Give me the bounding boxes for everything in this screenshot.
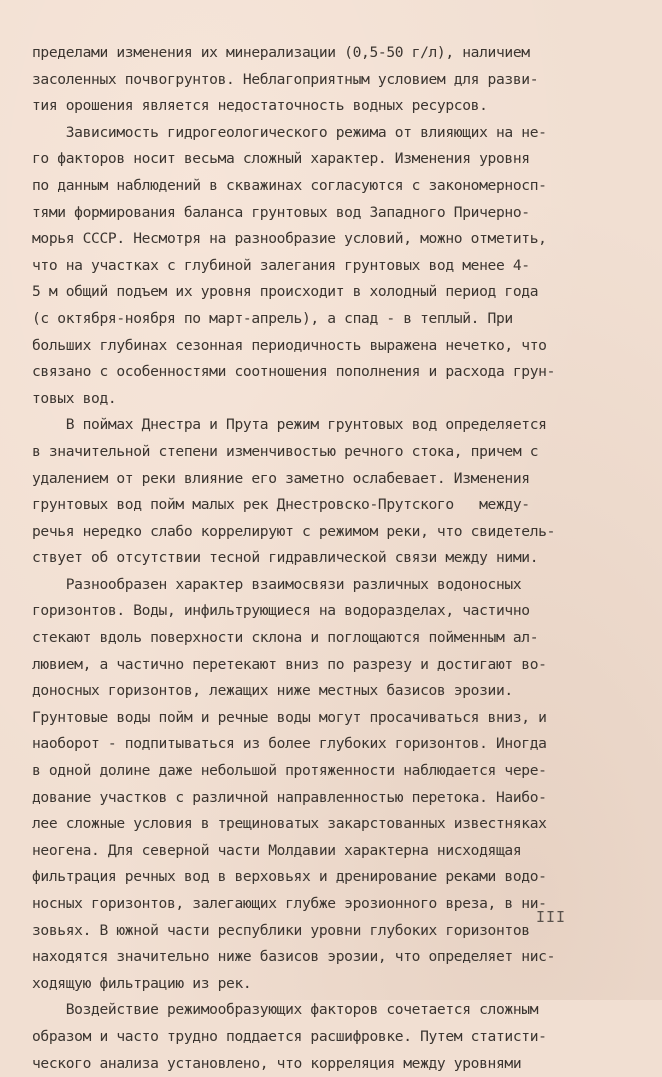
- text-line: Грунтовые воды пойм и речные воды могут просачиваться вниз, и: [32, 708, 547, 726]
- text-line: наоборот - подпитываться из более глубоких горизонтов. Иногда: [32, 735, 547, 753]
- text-line: горизонтов. Воды, инфильтрующиеся на водоразделах, частично: [32, 602, 530, 620]
- text-line: го факторов носит весьма сложный характер. Изменения уровня: [32, 150, 530, 168]
- text-line: речья нередко слабо коррелируют с режимом реки, что свидетель-: [32, 522, 556, 540]
- text-line: неогена. Для северной части Молдавии характерна нисходящая: [32, 841, 522, 859]
- text-line: лювием, а частично перетекают вниз по разрезу и достигают во-: [32, 655, 547, 673]
- text-line: удалением от реки влияние его заметно ослабевает. Изменения: [32, 469, 530, 487]
- text-line: засоленных почвогрунтов. Неблагоприятным условием для разви-: [32, 70, 539, 88]
- text-line: (с октября-ноября по март-апрель), а спад - в теплый. При: [32, 309, 513, 327]
- text-line: находятся значительно ниже базисов эрозии, что определяет нис-: [32, 948, 556, 966]
- text-line: пределами изменения их минерализации (0,5-50 г/л), наличием: [32, 44, 530, 61]
- text-line: в одной долине даже небольшой протяженности наблюдается чере-: [32, 762, 547, 780]
- text-line: фильтрация речных вод в верховьях и дренирование реками водо-: [32, 868, 547, 886]
- text-line: ходящую фильтрацию из рек.: [32, 974, 252, 992]
- text-line: морья СССР. Несмотря на разнообразие условий, можно отметить,: [32, 230, 547, 248]
- text-line: грунтовых вод пойм малых рек Днестровско-Прутского между-: [32, 496, 530, 514]
- text-line: Зависимость гидрогеологического режима от влияющих на не-: [32, 123, 547, 141]
- text-line: стекают вдоль поверхности склона и поглощаются пойменным ал-: [32, 629, 539, 647]
- text-line: связано с особенностями соотношения пополнения и расхода грун-: [32, 363, 556, 381]
- text-line: доносных горизонтов, лежащих ниже местных базисов эрозии.: [32, 682, 513, 700]
- text-line: образом и часто трудно поддается расшифровке. Путем статисти-: [32, 1027, 547, 1045]
- text-line: носных горизонтов, залегающих глубже эрозионного вреза, в ни-: [32, 895, 547, 912]
- text-line: ческого анализа установлено, что корреляция между уровнями: [32, 1054, 522, 1072]
- page-number: III: [536, 908, 567, 926]
- text-line: ствует об отсутствии тесной гидравлической связи между ними.: [32, 549, 539, 567]
- text-line: тия орошения является недостаточность водных ресурсов.: [32, 97, 488, 115]
- text-line: больших глубинах сезонная периодичность выражена нечетко, что: [32, 336, 547, 354]
- text-line: дование участков с различной направленностью перетока. Наибо-: [32, 788, 547, 806]
- text-line: лее сложные условия в трещиноватых закарстованных известняках: [32, 815, 547, 833]
- text-line: В поймах Днестра и Прута режим грунтовых вод определяется: [32, 416, 547, 434]
- text-line: по данным наблюдений в скважинах согласуются с закономерносп-: [32, 176, 547, 194]
- text-line: 5 м общий подъем их уровня происходит в холодный период года: [32, 283, 539, 301]
- text-line: товых вод.: [32, 389, 117, 407]
- body-text: [32, 40, 592, 1077]
- text-line: в значительной степени изменчивостью речного стока, причем с: [32, 442, 539, 460]
- text-line: что на участках с глубиной залегания грунтовых вод менее 4-: [32, 256, 530, 274]
- text-line: Воздействие режимообразующих факторов сочетается сложным: [32, 1001, 539, 1019]
- text-line: Разнообразен характер взаимосвязи различных водоносных: [32, 575, 522, 593]
- text-line: тями формирования баланса грунтовых вод Западного Причерно-: [32, 203, 530, 221]
- text-line: зовьях. В южной части республики уровни глубоких горизонтов: [32, 921, 530, 939]
